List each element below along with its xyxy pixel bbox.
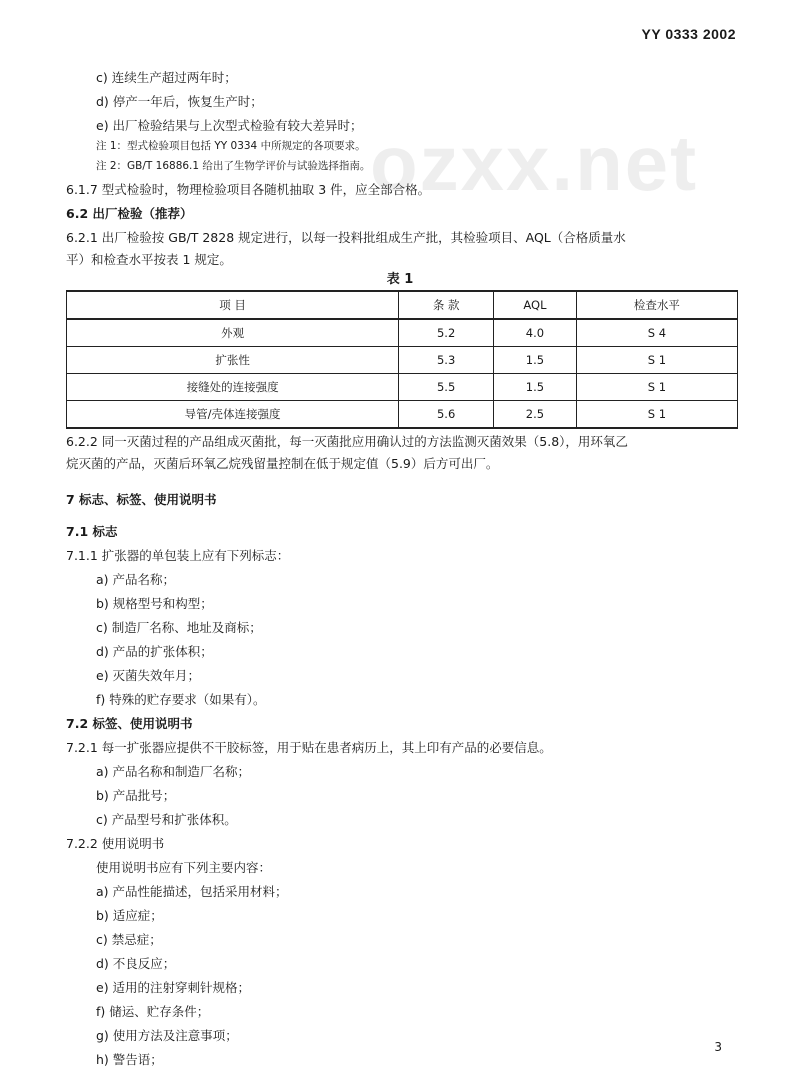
- list-item: g) 使用方法及注意事项；: [96, 1028, 238, 1043]
- list-item: c) 制造厂名称、地址及商标；: [96, 620, 262, 635]
- table-caption: 表 1: [386, 272, 414, 287]
- list-item: h) 警告语；: [96, 1052, 163, 1067]
- table-cell: 5.5: [399, 374, 494, 401]
- table-cell: 5.3: [399, 347, 494, 374]
- list-item: d) 产品的扩张体积；: [96, 644, 213, 659]
- list-item: d) 停产一年后，恢复生产时；: [96, 94, 263, 109]
- list-item: b) 适应症；: [96, 908, 163, 923]
- paragraph: 烷灭菌的产品，灭菌后环氧乙烷残留量控制在低于规定值（5.9）后方可出厂。: [66, 456, 499, 471]
- list-item: c) 连续生产超过两年时；: [96, 70, 237, 85]
- list-item: f) 储运、贮存条件；: [96, 1004, 210, 1019]
- list-item: b) 产品批号；: [96, 788, 176, 803]
- section-heading: 7.2 标签、使用说明书: [66, 716, 193, 731]
- section-heading: 6.2 出厂检验（推荐）: [66, 206, 193, 221]
- table-cell: 导管/壳体连接强度: [67, 401, 399, 429]
- table-row: [67, 401, 738, 429]
- section-title: 7 标志、标签、使用说明书: [66, 492, 217, 507]
- paragraph: 6.2.2 同一灭菌过程的产品组成灭菌批，每一灭菌批应用确认过的方法监测灭菌效果（5.8），用环氧乙: [66, 434, 628, 449]
- note: 注 1：型式检验项目包括 YY 0334 中所规定的各项要求。: [96, 140, 366, 152]
- table-cell: 接缝处的连接强度: [67, 374, 399, 401]
- paragraph: 6.2.1 出厂检验按 GB/T 2828 规定进行，以每一投料批组成生产批，其检验项目、AQL（合格质量水: [66, 230, 626, 245]
- paragraph: 平）和检查水平按表 1 规定。: [66, 252, 232, 267]
- list-item: e) 适用的注射穿刺针规格；: [96, 980, 251, 995]
- list-item: c) 产品型号和扩张体积。: [96, 812, 237, 827]
- table-cell: S 1: [576, 374, 737, 401]
- table-cell: 扩张性: [67, 347, 399, 374]
- list-item: a) 产品性能描述，包括采用材料；: [96, 884, 288, 899]
- list-item: f) 特殊的贮存要求（如果有）。: [96, 692, 266, 707]
- paragraph: 6.1.7 型式检验时，物理检验项目各随机抽取 3 件，应全部合格。: [66, 182, 431, 197]
- table-cell: S 4: [576, 319, 737, 347]
- section-heading: 7.1 标志: [66, 524, 118, 539]
- table-row: [67, 347, 738, 374]
- list-item: a) 产品名称和制造厂名称；: [96, 764, 251, 779]
- table-cell: 5.6: [399, 401, 494, 429]
- list-item: e) 灭菌失效年月；: [96, 668, 201, 683]
- inspection-table: [66, 290, 738, 429]
- table-cell: 1.5: [494, 374, 577, 401]
- paragraph: 使用说明书应有下列主要内容：: [96, 860, 272, 875]
- table-cell: 1.5: [494, 347, 577, 374]
- column-header: 检查水平: [576, 291, 737, 319]
- section-heading: 7.2.2 使用说明书: [66, 836, 165, 851]
- table-cell: 4.0: [494, 319, 577, 347]
- table-cell: 5.2: [399, 319, 494, 347]
- table-cell: S 1: [576, 347, 737, 374]
- list-item: d) 不良反应；: [96, 956, 176, 971]
- list-item: a) 产品名称；: [96, 572, 176, 587]
- table-cell: S 1: [576, 401, 737, 429]
- table-row: [67, 374, 738, 401]
- table-header-row: [67, 291, 738, 319]
- list-item: c) 禁忌症；: [96, 932, 162, 947]
- table-cell: 2.5: [494, 401, 577, 429]
- watermark: ozxx.net: [370, 119, 699, 207]
- table-row: [67, 319, 738, 347]
- column-header: 项 目: [67, 291, 399, 319]
- standard-code: YY 0333 2002: [641, 26, 736, 42]
- paragraph: 7.2.1 每一扩张器应提供不干胶标签，用于贴在患者病历上，其上印有产品的必要信息。: [66, 740, 552, 755]
- page-number: 3: [714, 1040, 722, 1054]
- table-cell: 外观: [67, 319, 399, 347]
- note: 注 2：GB/T 16886.1 给出了生物学评价与试验选择指南。: [96, 160, 371, 172]
- list-item: b) 规格型号和构型；: [96, 596, 213, 611]
- column-header: 条 款: [399, 291, 494, 319]
- column-header: AQL: [494, 291, 577, 319]
- list-item: e) 出厂检验结果与上次型式检验有较大差异时；: [96, 118, 363, 133]
- paragraph: 7.1.1 扩张器的单包装上应有下列标志：: [66, 548, 290, 563]
